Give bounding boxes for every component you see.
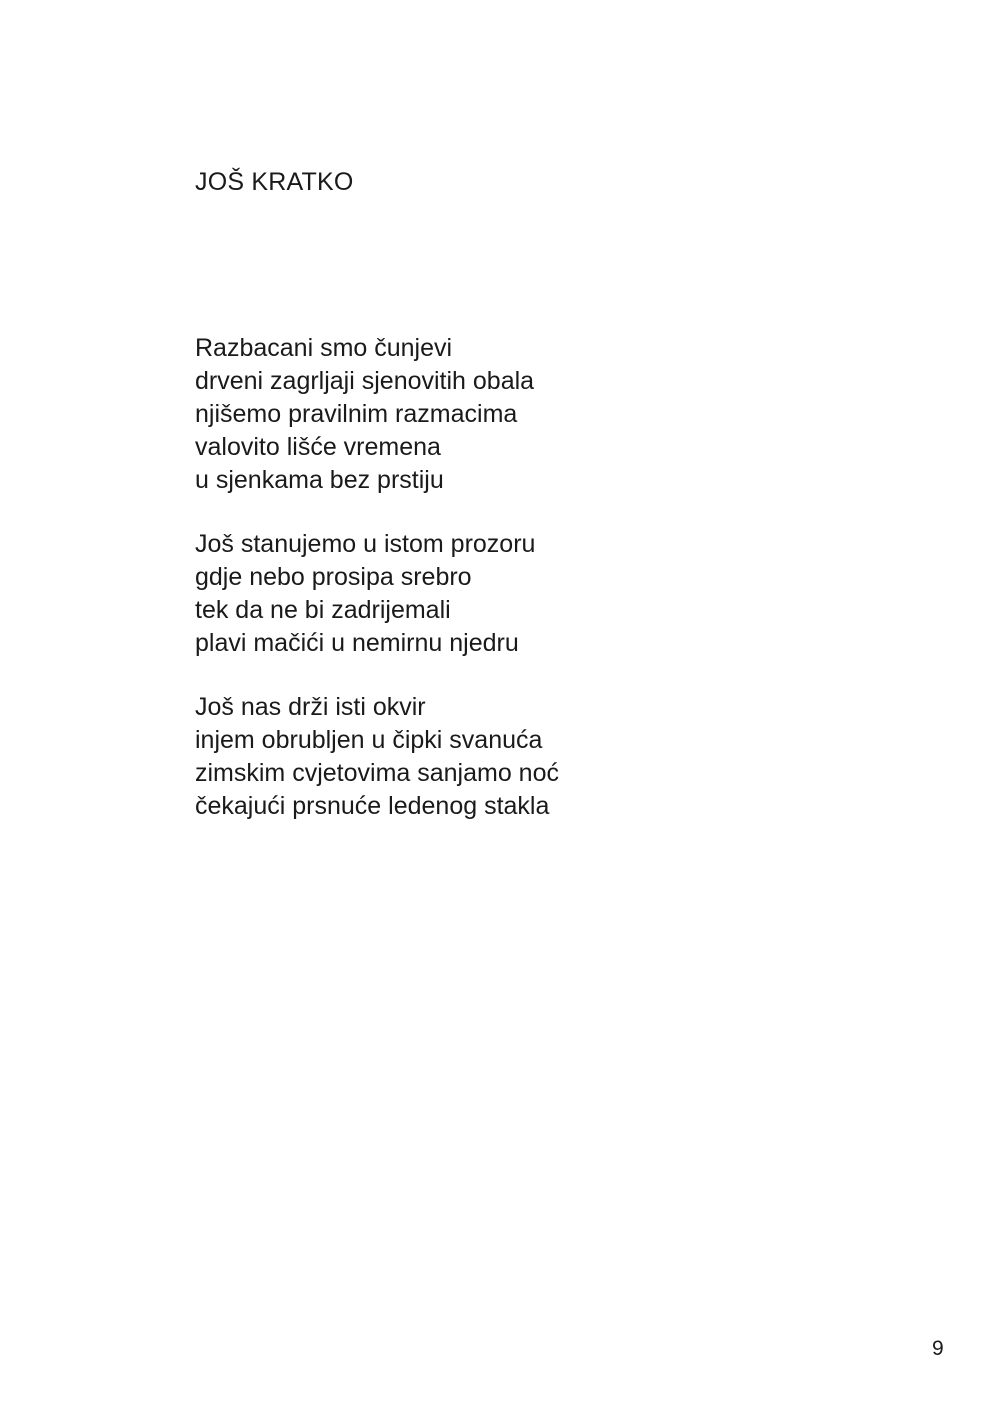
stanza-3: [195, 691, 755, 823]
poem-line: Još stanujemo u istom prozoru: [195, 530, 536, 558]
poem-line: drveni zagrljaji sjenovitih obala: [195, 367, 535, 395]
poem-line: njišemo pravilnim razmacima: [195, 400, 518, 428]
stanza-2: [195, 528, 755, 660]
poem-line: Još nas drži isti okvir: [195, 693, 426, 721]
poem-line: valovito lišće vremena: [195, 433, 441, 461]
poem-line: u sjenkama bez prstiju: [195, 466, 444, 494]
poem-line: gdje nebo prosipa srebro: [195, 563, 472, 591]
poem-line: plavi mačići u nemirnu njedru: [195, 629, 519, 657]
poem-body: [195, 332, 755, 854]
page-number: 9: [932, 1337, 944, 1360]
poem-line: zimskim cvjetovima sanjamo noć: [195, 759, 559, 787]
poem-line: čekajući prsnuće ledenog stakla: [195, 792, 550, 820]
poem-line: tek da ne bi zadrijemali: [195, 596, 451, 624]
poem-title: JOŠ KRATKO: [195, 168, 354, 196]
poem-line: injem obrubljen u čipki svanuća: [195, 726, 543, 754]
poem-line: Razbacani smo čunjevi: [195, 334, 453, 362]
stanza-1: [195, 332, 755, 497]
